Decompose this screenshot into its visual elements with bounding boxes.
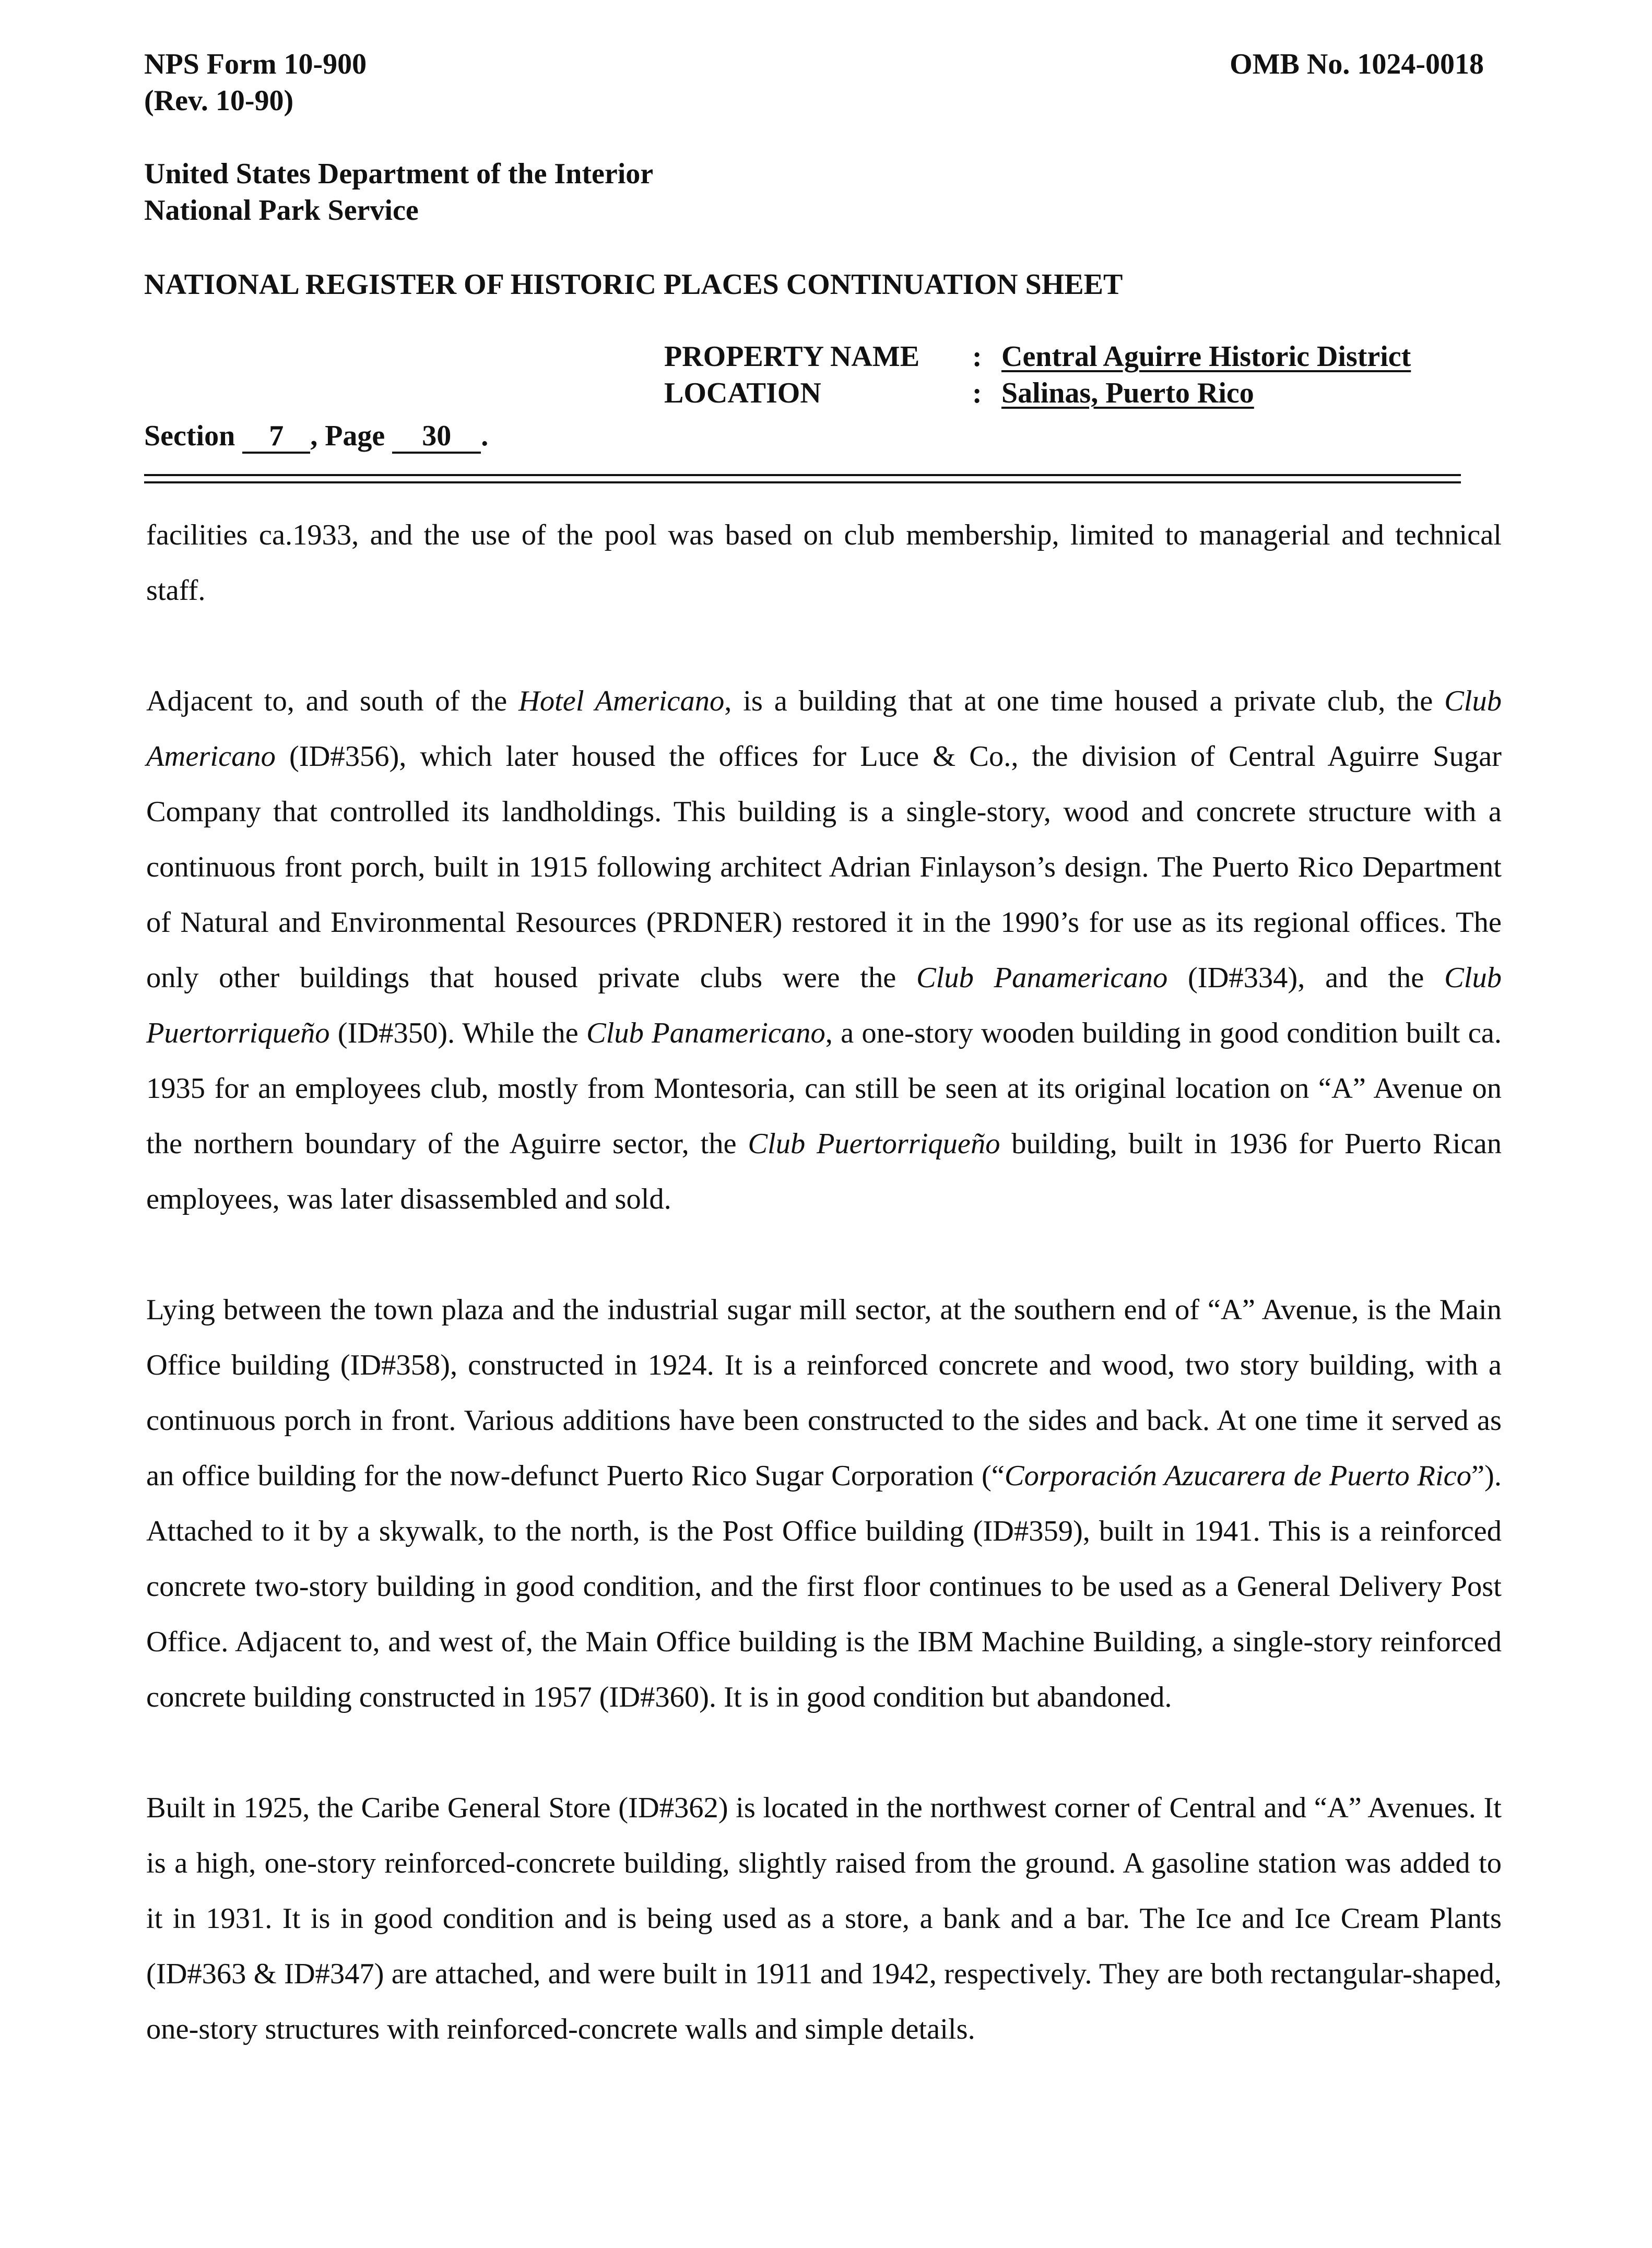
form-number: NPS Form 10-900 [144,48,367,80]
property-name-colon: : [972,340,982,373]
page-period: . [481,420,489,452]
location-label: LOCATION [664,377,821,409]
form-identifier [144,46,367,119]
section-page-line [144,418,488,454]
property-labels [664,338,919,411]
agency-block [144,156,653,229]
property-values [1001,338,1411,411]
body-text [146,507,1502,2057]
department-name: United States Department of the Interior [144,158,654,190]
property-name-label: PROPERTY NAME [664,340,920,373]
property-name-value: Central Aguirre Historic District [1001,340,1411,373]
paragraph-2: Adjacent to, and south of the Hotel Americano, is a building that at one time housed a private club, the Club Americano (ID#356), which later housed the offices for Luce & Co., the division of Central Aguirre Sugar Company that controlled its landholdings. This building is a single-story, wood and concrete structure with a continuous front porch, built in 1915 following architect Adrian Finlayson’s design. The Puerto Rico Department of Natural and Environmental Resources (PRDNER) restored it in the 1990’s for use as its regional offices. The only other buildings that housed private clubs were the Club Panamericano (ID#334), and the Club Puertorriqueño (ID#350). While the Club Panamericano, a one-story wooden building in good condition built ca. 1935 for an employees club, mostly from Montesoria, can still be seen at its original location on “A” Avenue on the northern boundary of the Aguirre sector, the Club Puertorriqueño building, built in 1936 for Puerto Rican employees, was later disassembled and sold. [146,685,1502,1215]
header-divider-bottom [144,481,1461,483]
paragraph-4: Built in 1925, the Caribe General Store (ID#362) is located in the northwest corner of Central and “A” Avenues. It is a high, one-story reinforced-concrete building, slightly raised from the ground. A gasoline station was added to it in 1931. It is in good condition and is being used as a store, a bank and a bar. The Ice and Ice Cream Plants (ID#363 & ID#347) are attached, and were built in 1911 and 1942, respectively. They are both rectangular-shaped, one-story structures with reinforced-concrete walls and simple details. [146,1792,1502,2045]
paragraph-1: facilities ca.1933, and the use of the pool was based on club membership, limited to managerial and technical staff. [146,519,1502,607]
page-label: , Page [310,420,385,452]
header-divider-top [144,474,1461,476]
section-number: 7 [242,420,310,454]
omb-number: OMB No. 1024-0018 [1230,48,1484,80]
page-number: 30 [392,420,481,454]
location-colon: : [972,377,982,409]
property-colons [972,338,982,411]
section-label: Section [144,420,235,452]
form-revision: (Rev. 10-90) [144,85,294,117]
sheet-title: NATIONAL REGISTER OF HISTORIC PLACES CONTINUATION SHEET [144,268,1123,301]
paragraph-3: Lying between the town plaza and the industrial sugar mill sector, at the southern end of “A” Avenue, is the Main Office building (ID#358), constructed in 1924. It is a reinforced concrete and wood, two story building, with a continuous porch in front. Various additions have been constructed to the sides and back. At one time it served as an office building for the now-defunct Puerto Rico Sugar Corporation (“Corporación Azucarera de Puerto Rico”). Attached to it by a skywalk, to the north, is the Post Office building (ID#359), built in 1941. This is a reinforced concrete two-story building in good condition, and the first floor continues to be used as a General Delivery Post Office. Adjacent to, and west of, the Main Office building is the IBM Machine Building, a single-story reinforced concrete building constructed in 1957 (ID#360). It is in good condition but abandoned. [146,1294,1502,1713]
service-name: National Park Service [144,194,419,227]
location-value: Salinas, Puerto Rico [1001,377,1254,409]
